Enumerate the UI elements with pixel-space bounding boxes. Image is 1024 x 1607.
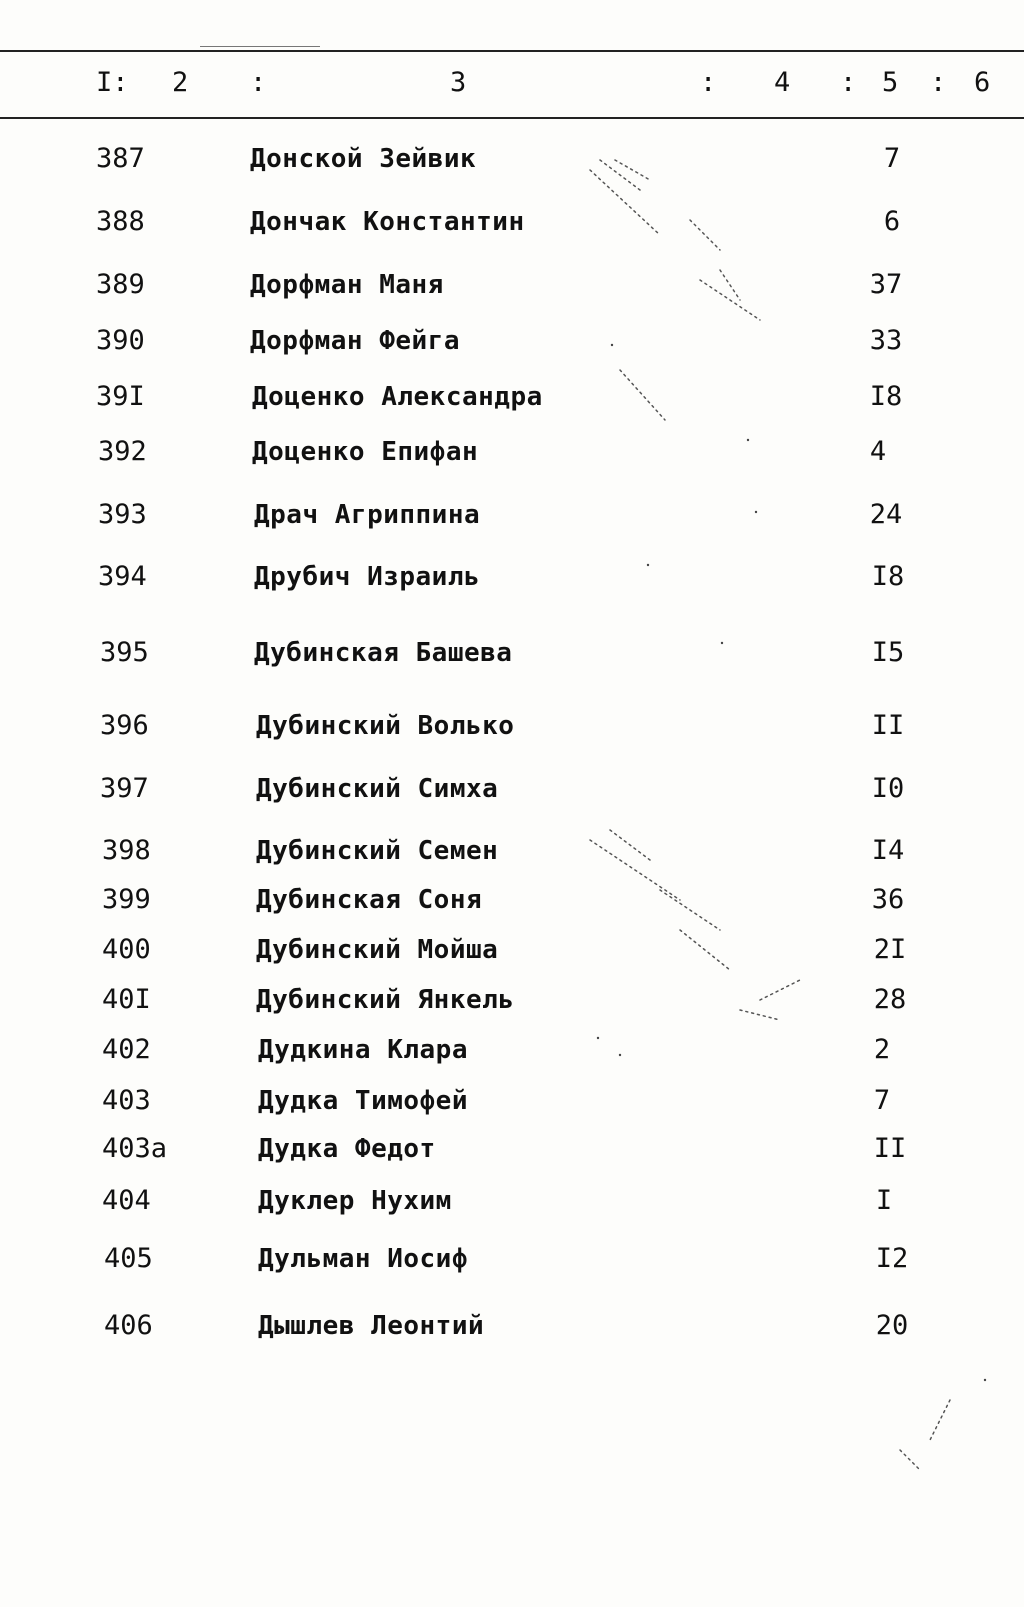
row-number: 405 [104,1243,153,1274]
table-row [0,205,1024,245]
table-row [0,1033,1024,1073]
header-top-rule [0,50,1024,52]
header-col-6: 6 [974,67,991,98]
header-col-4: 4 [774,67,791,98]
person-name: Дубинский Мойша [256,935,499,965]
header-separator-4: : [930,67,947,98]
header-bottom-rule [0,117,1024,119]
person-name: Дуклер Нухим [258,1186,452,1216]
header-top-faint-rule [200,46,320,47]
row-number: 402 [102,1034,151,1065]
row-number: 392 [98,436,147,467]
person-name: Дубинский Семен [256,836,499,866]
row-number: 403 [102,1085,151,1116]
row-value: 33 [869,325,903,356]
table-row [0,883,1024,923]
table-row [0,1084,1024,1124]
row-number: 406 [104,1310,153,1341]
person-name: Дульман Иосиф [258,1244,468,1274]
row-number: 397 [100,773,149,804]
person-name: Дубинская Соня [256,885,483,915]
row-value: 2I [873,934,907,965]
row-number: 400 [102,934,151,965]
person-name: Дудкина Клара [258,1035,468,1065]
row-number: 399 [102,884,151,915]
row-value: I0 [871,773,905,804]
row-value: 36 [871,884,905,915]
header-col-3: 3 [450,67,467,98]
row-value: II [873,1133,907,1164]
header-col-2: 2 [172,67,189,98]
table-row [0,380,1024,420]
table-row [0,834,1024,874]
row-value: 7 [883,143,901,174]
row-value: I8 [869,381,903,412]
person-name: Дудка Тимофей [258,1086,468,1116]
row-number: 393 [98,499,147,530]
header-col-1: I: [96,67,129,98]
table-row [0,268,1024,308]
table-row [0,636,1024,676]
row-number: 394 [98,561,147,592]
row-value: 4 [869,436,887,467]
person-name: Дорфман Маня [250,270,444,300]
person-name: Дудка Федот [258,1134,436,1164]
person-name: Дубинская Башева [254,638,513,668]
person-name: Дышлев Леонтий [258,1311,485,1341]
row-number: 395 [100,637,149,668]
person-name: Доценко Александра [252,382,543,412]
person-name: Дорфман Фейга [250,326,460,356]
row-value: II [871,710,905,741]
table-row [0,1242,1024,1282]
table-row [0,772,1024,812]
table-row [0,1132,1024,1172]
table-row [0,435,1024,475]
row-number: 404 [102,1185,151,1216]
row-number: 388 [96,206,145,237]
header-separator-2: : [700,67,717,98]
row-value: 6 [883,206,901,237]
row-value: I2 [875,1243,909,1274]
table-row [0,560,1024,600]
table-row [0,142,1024,182]
table-row [0,709,1024,749]
person-name: Дубинский Янкель [256,985,515,1015]
person-name: Доценко Епифан [252,437,479,467]
row-number: 389 [96,269,145,300]
row-number: 387 [96,143,145,174]
person-name: Дубинский Симха [256,774,499,804]
row-value: 7 [873,1085,891,1116]
person-name: Донской Зейвик [250,144,477,174]
row-number: 39I [96,381,145,412]
table-row [0,498,1024,538]
row-value: I5 [871,637,905,668]
row-value: I [875,1185,893,1216]
person-name: Дубинский Волько [256,711,515,741]
table-row [0,933,1024,973]
person-name: Друбич Израиль [254,562,481,592]
table-row [0,983,1024,1023]
table-row [0,1184,1024,1224]
row-number: 398 [102,835,151,866]
row-value: 28 [873,984,907,1015]
row-value: 37 [869,269,903,300]
person-name: Драч Агриппина [254,500,481,530]
row-number: 390 [96,325,145,356]
row-number: 40I [102,984,151,1015]
row-value: 2 [873,1034,891,1065]
row-number: 403а [102,1133,168,1164]
row-value: 24 [869,499,903,530]
header-separator-1: : [250,67,267,98]
row-value: 20 [875,1310,909,1341]
person-name: Дончак Константин [250,207,525,237]
header-col-5: 5 [882,67,899,98]
row-value: I4 [871,835,905,866]
header-separator-3: : [840,67,857,98]
table-row [0,1309,1024,1349]
row-number: 396 [100,710,149,741]
table-row [0,324,1024,364]
row-value: I8 [871,561,905,592]
